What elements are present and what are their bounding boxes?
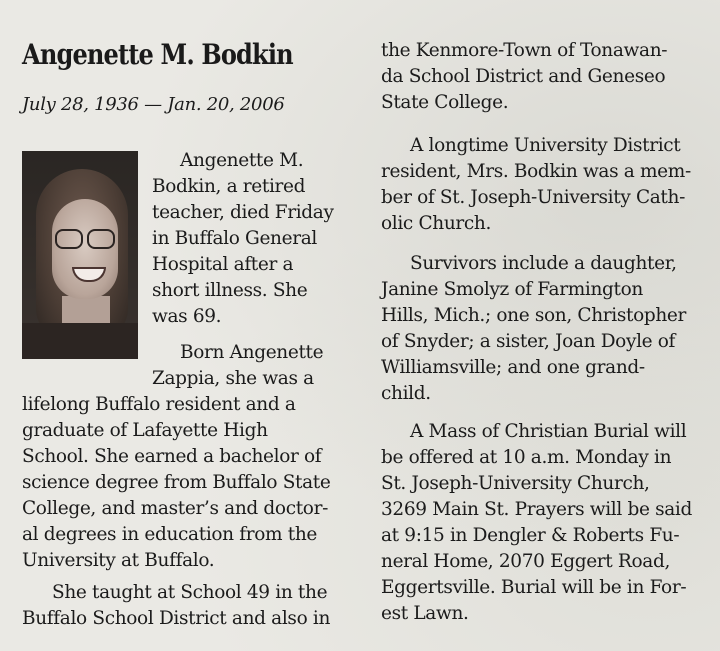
- left-text-line: Bodkin, a retired: [152, 176, 306, 197]
- portrait-shirt: [22, 323, 138, 359]
- left-text-line: Buffalo School District and also in: [22, 608, 331, 629]
- right-text-line: State College.: [381, 92, 509, 113]
- right-text-line: Eggertsville. Burial will be in For-: [381, 577, 687, 598]
- right-text-line: neral Home, 2070 Eggert Road,: [381, 551, 670, 572]
- right-text-line: resident, Mrs. Bodkin was a mem-: [381, 161, 691, 182]
- portrait-glasses-right: [87, 229, 115, 249]
- left-text-line: Zappia, she was a: [152, 368, 314, 389]
- right-text-line: Janine Smolyz of Farmington: [381, 279, 643, 300]
- left-text-line: al degrees in education from the: [22, 524, 318, 545]
- right-text-line: child.: [381, 383, 431, 404]
- left-text-line: Born Angenette: [180, 342, 324, 363]
- right-text-line: ber of St. Joseph-University Cath-: [381, 187, 685, 208]
- left-text-line: in Buffalo General: [152, 228, 317, 249]
- left-text-line: School. She earned a bachelor of: [22, 446, 322, 467]
- left-text-line: College, and master’s and doctor-: [22, 498, 328, 519]
- left-text-line: was 69.: [152, 306, 222, 327]
- left-text-line: short illness. She: [152, 280, 308, 301]
- portrait-face: [52, 199, 118, 299]
- obituary-headline: Angenette M. Bodkin: [22, 38, 293, 71]
- left-text-line: lifelong Buffalo resident and a: [22, 394, 296, 415]
- right-text-line: 3269 Main St. Prayers will be said: [381, 499, 692, 520]
- left-text-line: Hospital after a: [152, 254, 294, 275]
- left-text-line: graduate of Lafayette High: [22, 420, 268, 441]
- left-text-line: science degree from Buffalo State: [22, 472, 331, 493]
- right-text-line: of Snyder; a sister, Joan Doyle of: [381, 331, 676, 352]
- right-text-line: at 9:15 in Dengler & Roberts Fu-: [381, 525, 680, 546]
- right-text-line: olic Church.: [381, 213, 491, 234]
- left-text-line: University at Buffalo.: [22, 550, 215, 571]
- right-text-line: da School District and Geneseo: [381, 66, 666, 87]
- left-text-line: She taught at School 49 in the: [52, 582, 328, 603]
- right-text-line: be offered at 10 a.m. Monday in: [381, 447, 672, 468]
- right-text-line: the Kenmore-Town of Tonawan-: [381, 40, 668, 61]
- right-text-line: A longtime University District: [410, 135, 681, 156]
- right-text-line: Hills, Mich.; one son, Christopher: [381, 305, 687, 326]
- right-text-line: est Lawn.: [381, 603, 469, 624]
- portrait-glasses-left: [55, 229, 83, 249]
- portrait-photo: [22, 151, 138, 359]
- life-dates: July 28, 1936 — Jan. 20, 2006: [22, 94, 285, 115]
- left-text-line: teacher, died Friday: [152, 202, 334, 223]
- right-text-line: Williamsville; and one grand-: [381, 357, 645, 378]
- right-text-line: St. Joseph-University Church,: [381, 473, 650, 494]
- right-text-line: A Mass of Christian Burial will: [410, 421, 687, 442]
- left-text-line: Angenette M.: [180, 150, 304, 171]
- right-text-line: Survivors include a daughter,: [410, 253, 677, 274]
